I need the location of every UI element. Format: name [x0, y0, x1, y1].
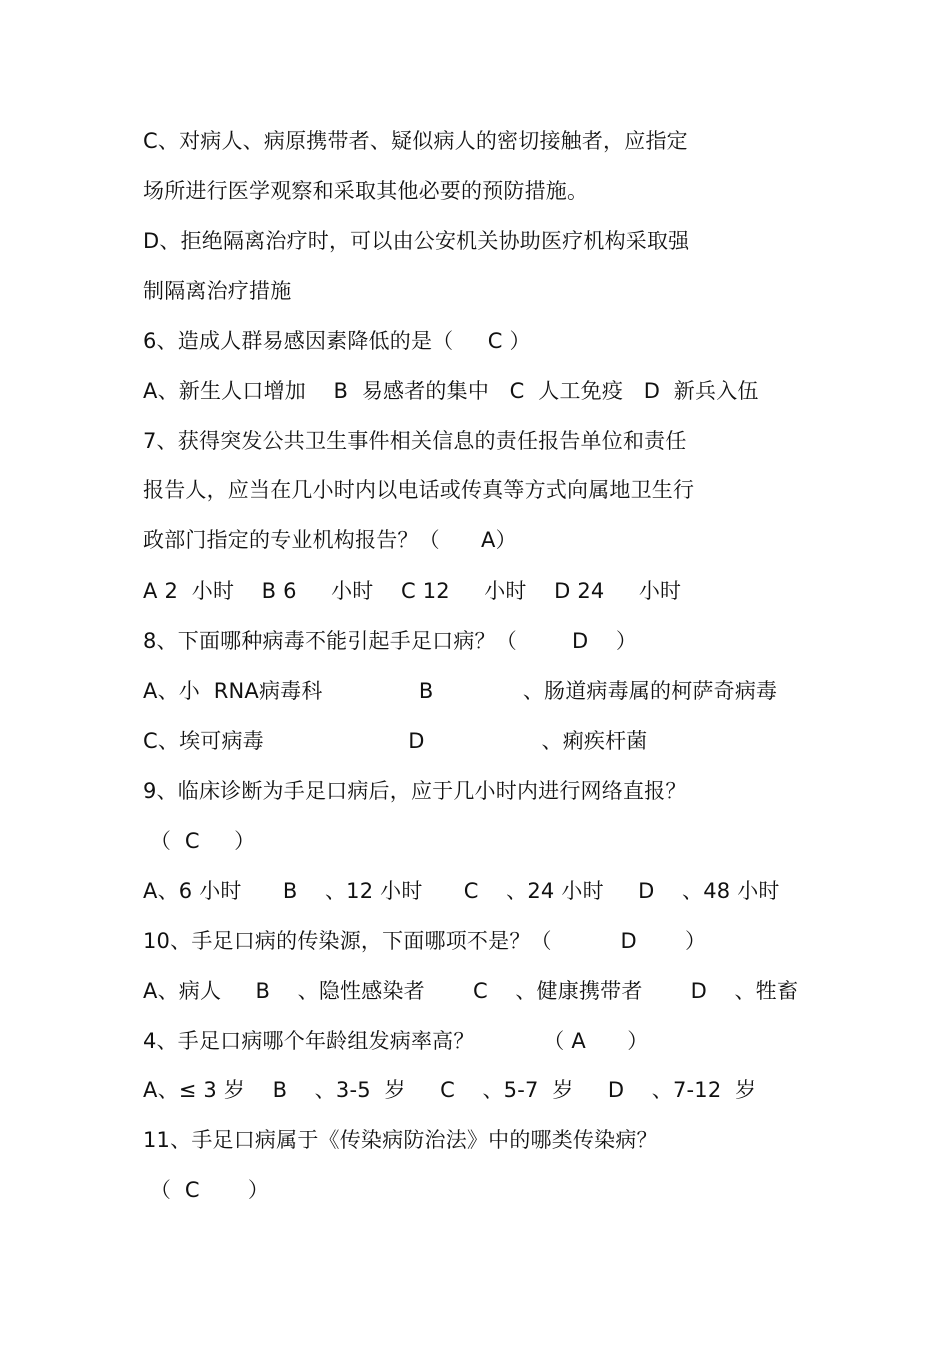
- question-11-answer: （ C ）: [143, 1178, 270, 1202]
- question-9-answer: （ C ）: [143, 829, 256, 853]
- option-c-line-2: 场所进行医学观察和采取其他必要的预防措施。: [143, 179, 589, 203]
- question-7-options: A 2 小时 B 6 小时 C 12 小时 D 24 小时: [143, 579, 682, 603]
- option-c-line-1: C、对病人、病原携带者、疑似病人的密切接触者，应指定: [143, 129, 688, 153]
- question-8: 8、下面哪种病毒不能引起手足口病？（ D ）: [143, 629, 638, 653]
- question-4-options: A、≤ 3 岁 B 、3-5 岁 C 、5-7 岁 D 、7-12 岁: [143, 1078, 757, 1102]
- question-10-options: A、病人 B 、隐性感染者 C 、健康携带者 D 、牲畜: [143, 979, 799, 1003]
- question-11: 11、手足口病属于《传染病防治法》中的哪类传染病？: [143, 1128, 658, 1152]
- question-8-options-ab: A、小 RNA病毒科 B 、肠道病毒属的柯萨奇病毒: [143, 679, 778, 703]
- question-6-options: A、新生人口增加 B 易感者的集中 C 人工免疫 D 新兵入伍: [143, 379, 759, 403]
- question-10: 10、手足口病的传染源，下面哪项不是？（ D ）: [143, 929, 707, 953]
- option-d-line-1: D、拒绝隔离治疗时，可以由公安机关协助医疗机构采取强: [143, 229, 690, 253]
- question-7-line-3: 政部门指定的专业机构报告？（ A）: [143, 528, 517, 552]
- question-9: 9、临床诊断为手足口病后，应于几小时内进行网络直报？: [143, 779, 687, 803]
- option-d-line-2: 制隔离治疗措施: [143, 279, 292, 303]
- question-9-options: A、6 小时 B 、12 小时 C 、24 小时 D 、48 小时: [143, 879, 780, 903]
- question-8-options-cd: C、埃可病毒 D 、痢疾杆菌: [143, 729, 648, 753]
- question-6: 6、造成人群易感因素降低的是（ C ）: [143, 329, 531, 353]
- question-4: 4、手足口病哪个年龄组发病率高？ （ A ）: [143, 1029, 649, 1053]
- question-7-line-2: 报告人，应当在几小时内以电话或传真等方式向属地卫生行: [143, 478, 695, 502]
- question-7-line-1: 7、获得突发公共卫生事件相关信息的责任报告单位和责任: [143, 429, 687, 453]
